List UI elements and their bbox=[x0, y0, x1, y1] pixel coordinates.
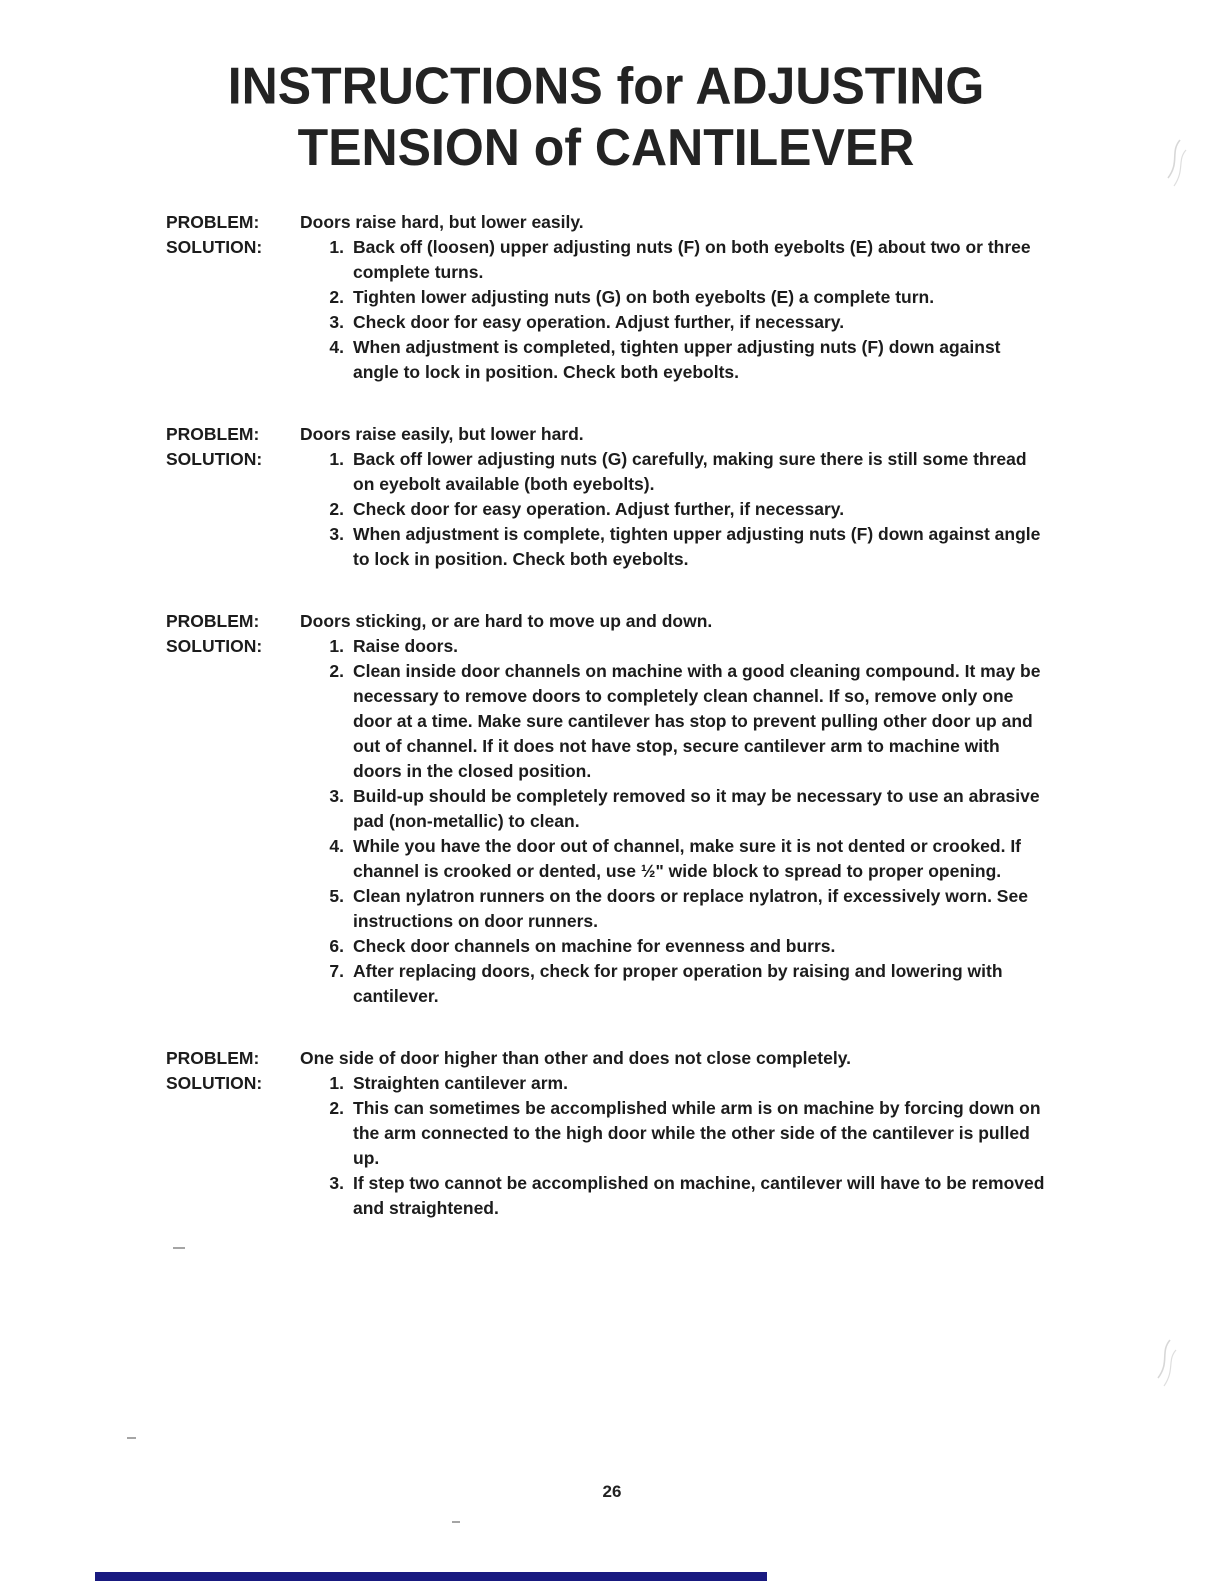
step-number: 2. bbox=[329, 1098, 344, 1118]
step-text: Straighten cantilever arm. bbox=[353, 1073, 568, 1093]
step-number: 2. bbox=[329, 661, 344, 681]
step-number: 4. bbox=[329, 836, 344, 856]
page-title-line1: INSTRUCTIONS for ADJUSTING bbox=[227, 56, 985, 115]
step-text: Raise doors. bbox=[353, 636, 459, 656]
solution-step bbox=[318, 235, 1046, 285]
step-text: After replacing doors, check for proper operation by raising and lowering with cantilever. bbox=[353, 961, 1003, 1006]
page-number: 26 bbox=[602, 1482, 622, 1501]
solution-step bbox=[318, 1096, 1046, 1171]
problem-section-4 bbox=[166, 1046, 1046, 1221]
step-number: 7. bbox=[329, 961, 344, 981]
step-text: This can sometimes be accomplished while arm is on machine by forcing down on the arm connected to the high door while the other side of the cantilever is pulled up. bbox=[353, 1098, 1041, 1168]
step-number: 3. bbox=[329, 1173, 344, 1193]
step-text: When adjustment is complete, tighten upper adjusting nuts (F) down against angle to lock in position. Check both eyebolts. bbox=[353, 524, 1041, 569]
step-number: 2. bbox=[329, 499, 344, 519]
bottom-bar bbox=[95, 1572, 767, 1581]
solution-step bbox=[318, 834, 1046, 884]
solution-step bbox=[318, 285, 1046, 310]
step-number: 3. bbox=[329, 786, 344, 806]
step-number: 3. bbox=[329, 312, 344, 332]
step-number: 6. bbox=[329, 936, 344, 956]
step-text: Build-up should be completely removed so it may be necessary to use an abrasive pad (non-metallic) to clean. bbox=[353, 786, 1040, 831]
solution-step bbox=[318, 959, 1046, 1009]
problem-label: PROBLEM: bbox=[166, 424, 260, 444]
step-number: 5. bbox=[329, 886, 344, 906]
solution-label: SOLUTION: bbox=[166, 636, 263, 656]
problem-section-3 bbox=[166, 609, 1046, 1009]
solution-step bbox=[318, 1071, 1046, 1096]
solution-step bbox=[318, 784, 1046, 834]
step-text: Check door for easy operation. Adjust further, if necessary. bbox=[353, 499, 845, 519]
step-text: Check door for easy operation. Adjust further, if necessary. bbox=[353, 312, 845, 332]
solution-step bbox=[318, 522, 1046, 572]
problem-section-2 bbox=[166, 422, 1046, 572]
step-text: Clean nylatron runners on the doors or replace nylatron, if excessively worn. See instructions on door runners. bbox=[353, 886, 1028, 931]
step-number: 1. bbox=[329, 237, 344, 257]
solution-step bbox=[318, 335, 1046, 385]
step-text: Back off (loosen) upper adjusting nuts (F) on both eyebolts (E) about two or three complete turns. bbox=[353, 237, 1031, 282]
step-number: 1. bbox=[329, 1073, 344, 1093]
solution-label: SOLUTION: bbox=[166, 1073, 263, 1093]
solution-label: SOLUTION: bbox=[166, 449, 263, 469]
solution-steps bbox=[300, 447, 1046, 572]
step-number: 1. bbox=[329, 449, 344, 469]
problem-label: PROBLEM: bbox=[166, 212, 260, 232]
page-title-line2: TENSION of CANTILEVER bbox=[297, 118, 915, 177]
scan-mark-icon bbox=[1156, 138, 1190, 194]
step-text: Clean inside door channels on machine with a good cleaning compound. It may be necessary to remove doors to completely clean channel. If so, remove only one door at a time. Make sure cantilever has stop to prevent pulling other door up and out of channel. If it does not have stop, secure cantilever arm to machine with doors in the closed position. bbox=[353, 661, 1041, 781]
step-number: 2. bbox=[329, 287, 344, 307]
solution-step bbox=[318, 884, 1046, 934]
solution-steps bbox=[300, 634, 1046, 1009]
step-text: When adjustment is completed, tighten upper adjusting nuts (F) down against angle to lock in position. Check both eyebolts. bbox=[353, 337, 1001, 382]
scan-speck bbox=[173, 1247, 185, 1249]
solution-step bbox=[318, 447, 1046, 497]
problem-text: One side of door higher than other and does not close completely. bbox=[300, 1048, 851, 1068]
problem-label: PROBLEM: bbox=[166, 1048, 260, 1068]
page-title bbox=[166, 56, 1046, 179]
step-text: Check door channels on machine for evenness and burrs. bbox=[353, 936, 836, 956]
problem-text: Doors raise hard, but lower easily. bbox=[300, 212, 584, 232]
step-text: While you have the door out of channel, make sure it is not dented or crooked. If channel is crooked or dented, use ½" wide block to spread to proper opening. bbox=[353, 836, 1022, 881]
solution-step bbox=[318, 934, 1046, 959]
scan-speck bbox=[452, 1521, 460, 1523]
step-number: 3. bbox=[329, 524, 344, 544]
step-number: 4. bbox=[329, 337, 344, 357]
problem-label: PROBLEM: bbox=[166, 611, 260, 631]
solution-steps bbox=[300, 235, 1046, 385]
solution-step bbox=[318, 659, 1046, 784]
solution-steps bbox=[300, 1071, 1046, 1221]
solution-label: SOLUTION: bbox=[166, 237, 263, 257]
problem-section-1 bbox=[166, 210, 1046, 385]
scan-speck bbox=[127, 1437, 136, 1439]
step-number: 1. bbox=[329, 636, 344, 656]
problem-text: Doors raise easily, but lower hard. bbox=[300, 424, 584, 444]
problem-text: Doors sticking, or are hard to move up and down. bbox=[300, 611, 713, 631]
solution-step bbox=[318, 634, 1046, 659]
solution-step bbox=[318, 497, 1046, 522]
scan-mark-icon bbox=[1146, 1338, 1180, 1394]
solution-step bbox=[318, 1171, 1046, 1221]
solution-step bbox=[318, 310, 1046, 335]
sections bbox=[166, 210, 1046, 1221]
step-text: If step two cannot be accomplished on machine, cantilever will have to be removed and straightened. bbox=[353, 1173, 1045, 1218]
step-text: Tighten lower adjusting nuts (G) on both eyebolts (E) a complete turn. bbox=[353, 287, 935, 307]
step-text: Back off lower adjusting nuts (G) carefully, making sure there is still some thread on eyebolt available (both eyebolts). bbox=[353, 449, 1027, 494]
